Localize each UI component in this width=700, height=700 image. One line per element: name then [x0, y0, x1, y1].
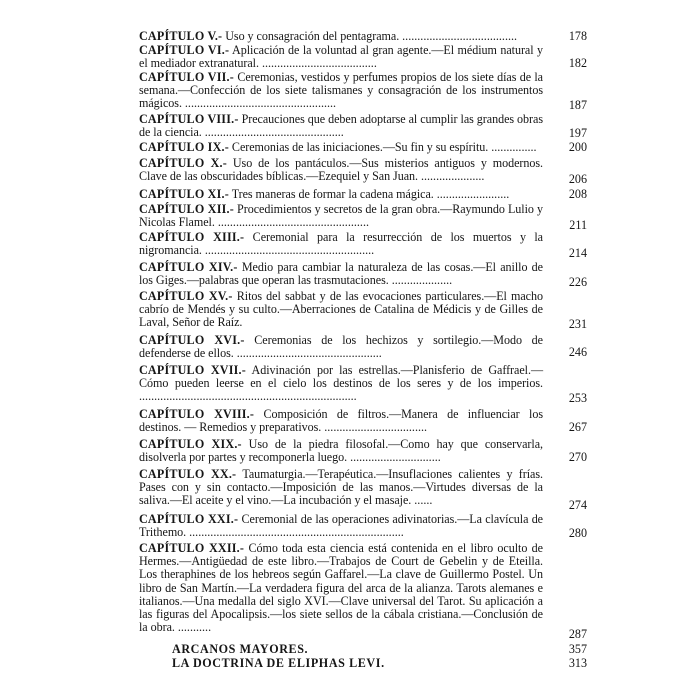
entry-text: [139, 157, 543, 183]
entry-text: [139, 334, 543, 360]
toc-entry-cap15: [139, 290, 587, 330]
dot-leader: ...............: [491, 140, 537, 154]
chapter-heading: CAPÍTULO VII.-: [139, 70, 234, 84]
page-number: 211: [569, 218, 587, 232]
toc-entry-cap5: [139, 30, 587, 43]
chapter-description: Cómo toda esta ciencia está contenida en el libro oculto de Hermes.—Antigüedad de este libro.—Trabajos de Court de Gebelin y de Eteilla. Los theraphines de los hebreos según Gaffarel.—La clave de Guillermo Postel. Un libro de San Martín.—La verdadera figura del arca de la alianza. Tarots alemanes e italianos.—Una medalla del siglo XVI.—Clave universal del Tarot. Su aplicación a las figuras del Apocalipsis.—los siete sellos de la cábala cristiana.—Conclusión de la obra.: [139, 541, 543, 635]
chapter-heading: CAPÍTULO XXII.-: [139, 541, 245, 555]
toc-entry-cap19: [139, 438, 587, 464]
dot-leader: ...........: [177, 620, 212, 635]
entry-text: [139, 290, 543, 330]
entry-text: [139, 513, 543, 539]
dot-leader: ..................................: [324, 420, 428, 435]
dot-leader: ......................................: [261, 56, 377, 71]
chapter-heading: CAPÍTULO XI.-: [139, 187, 229, 201]
chapter-description: Aplicación de la voluntad al gran agente.—El médium natural y el mediador extranatural.: [139, 43, 544, 71]
toc-entry-cap9: [139, 141, 587, 154]
dot-leader: .......................................................................: [189, 525, 404, 540]
chapter-heading: CAPÍTULO XVIII.-: [139, 407, 255, 421]
chapter-heading: CAPÍTULO XII.-: [139, 202, 234, 216]
toc-entry-cap18: [139, 408, 587, 434]
dot-leader: ........................................................................: [139, 389, 357, 404]
entry-text: [139, 468, 543, 508]
chapter-description: Ceremonial para la resurrección de los muertos y la nigromancia.: [139, 230, 544, 258]
chapter-description: Ceremonial de las operaciones adivinatorias.—La clavícula de Trithemo.: [139, 512, 544, 540]
page-number: 206: [568, 172, 587, 186]
chapter-heading: CAPÍTULO XV.-: [139, 289, 233, 303]
entry-text: [139, 188, 543, 201]
entry-text: [139, 44, 543, 70]
chapter-heading: CAPÍTULO XIV.-: [139, 260, 238, 274]
section-heading: LA DOCTRINA DE ELIPHAS LEVI.: [172, 656, 385, 670]
dot-leader: ..............................: [350, 450, 441, 465]
page-number: 200: [568, 140, 587, 154]
dot-leader: ................................................: [236, 346, 382, 361]
chapter-heading: CAPÍTULO XIII.-: [139, 230, 245, 244]
page-number: 280: [568, 526, 587, 540]
page-number: 182: [568, 56, 587, 70]
dot-leader: ....................: [391, 273, 453, 288]
dot-leader: ........................: [436, 187, 510, 201]
chapter-heading: CAPÍTULO X.-: [139, 156, 227, 170]
entry-text: [139, 408, 543, 434]
chapter-heading: CAPÍTULO IX.-: [139, 140, 229, 154]
chapter-description: Taumaturgia.—Terapéutica.—Insuflaciones calientes y frías. Pases con y sin contacto.—Imposición de las manos.—Virtudes diversas de la saliva.—El aceite y el vino.—La incubación y el masaje.: [139, 467, 543, 508]
dot-leader: ..................................................: [217, 215, 369, 230]
dot-leader: ..............................................: [204, 125, 344, 140]
page-number: 287: [568, 627, 587, 641]
entry-text: [139, 203, 543, 229]
toc-entry-cap21: [139, 513, 587, 539]
dot-leader: .....................: [420, 169, 485, 184]
toc-entry-cap17: [139, 364, 587, 404]
chapter-heading: CAPÍTULO XVII.-: [139, 363, 247, 377]
chapter-description: Procedimientos y secretos de la gran obra.—Raymundo Lulio y Nicolas Flamel.: [139, 202, 543, 230]
chapter-description: Uso de la piedra filosofal.—Como hay que conservarla, disolverla por partes y recomponerla luego.: [139, 437, 543, 465]
entry-text: [139, 364, 543, 404]
chapter-heading: CAPÍTULO XVI.-: [139, 333, 245, 347]
section-heading: ARCANOS MAYORES.: [172, 642, 309, 656]
page-number: 226: [568, 275, 587, 289]
toc-entry-cap22: [139, 541, 587, 641]
entry-text: [139, 542, 543, 634]
entry-text: [139, 231, 543, 257]
entry-text: [139, 261, 543, 287]
chapter-heading: CAPÍTULO XIX.-: [139, 437, 242, 451]
chapter-description: Adivinación por las estrellas.—Planisferio de Gaffrael.—Cómo pueden leerse en el cielo los destinos de los seres y de los imperios.: [139, 363, 543, 391]
entry-text: [139, 438, 543, 464]
toc-entry-cap16: [139, 334, 587, 360]
entry-text: [172, 657, 576, 670]
chapter-heading: CAPÍTULO XXI.-: [139, 512, 239, 526]
chapter-description: Medio para cambiar la naturaleza de las cosas.—El anillo de los Giges.—palabras que operan las trasmutaciones.: [139, 260, 544, 288]
page-number: 270: [568, 450, 587, 464]
chapter-description: Ceremonias de las iniciaciones.—Su fin y su espíritu.: [228, 140, 492, 154]
page-number: 357: [568, 642, 587, 656]
page-number: 267: [568, 420, 587, 434]
toc-entry-cap12: [139, 202, 587, 232]
entry-text: [139, 113, 543, 139]
chapter-heading: CAPÍTULO VIII.-: [139, 112, 239, 126]
toc-entry-cap11: [139, 188, 587, 201]
entry-text: [172, 643, 576, 656]
toc-entry-cap20: [139, 467, 587, 512]
page-number: 274: [568, 498, 587, 512]
toc-entry-cap7: [139, 71, 587, 111]
toc-entry-cap14: [139, 261, 587, 287]
toc-entry-arcanos: [172, 643, 587, 656]
dot-leader: ......: [414, 493, 433, 508]
entry-text: [139, 141, 543, 154]
chapter-description: Uso y consagración del pentagrama.: [222, 29, 403, 43]
page-number: 246: [568, 345, 587, 359]
toc-entry-cap13: [139, 230, 587, 260]
page-number: 178: [568, 29, 587, 43]
toc-entry-cap8: [139, 113, 587, 139]
chapter-description: Uso de los pantáculos.—Sus misterios antiguos y modernos. Clave de las obscuridades bíblicas.—Ezequiel y San Juan.: [139, 156, 543, 184]
entry-text: [139, 71, 543, 111]
chapter-heading: CAPÍTULO XX.-: [139, 467, 237, 481]
dot-leader: ........................................................: [204, 243, 375, 258]
toc-entry-cap10: [139, 156, 587, 186]
chapter-description: Tres maneras de formar la cadena mágica.: [228, 187, 437, 201]
chapter-description: Precauciones que deben adoptarse al cumplir las grandes obras de la ciencia.: [139, 112, 544, 140]
page-number: 187: [568, 98, 587, 112]
chapter-description: Composición de filtros.—Manera de influenciar los destinos. — Remedios y preparativos.: [139, 407, 543, 435]
page-number: 313: [568, 656, 587, 670]
page-number: 214: [568, 246, 587, 260]
chapter-description: Ceremonias, vestidos y perfumes propios de los siete días de la semana.—Confección de los siete talismanes y consagración de los instrumentos mágicos.: [139, 70, 543, 111]
page-number: 231: [568, 317, 587, 331]
page-number: 208: [568, 187, 587, 201]
chapter-heading: CAPÍTULO V.-: [139, 29, 223, 43]
entry-text: [139, 30, 543, 43]
page-number: 253: [568, 391, 587, 405]
chapter-heading: CAPÍTULO VI.-: [139, 43, 230, 57]
toc-entry-cap6: [139, 44, 587, 70]
chapter-description: Ceremonias de los hechizos y sortilegio.—Modo de defenderse de ellos.: [139, 333, 543, 361]
chapter-description: Ritos del sabbat y de las evocaciones particulares.—El macho cabrío de Mendés y su culto.—Aberraciones de Catalina de Médicis y de Gilles de Laval, Señor de Raíz.: [139, 289, 543, 330]
dot-leader: ..................................................: [184, 96, 337, 111]
dot-leader: ......................................: [402, 29, 518, 43]
toc-entry-doctrina: [172, 657, 587, 670]
page-number: 197: [568, 126, 587, 140]
